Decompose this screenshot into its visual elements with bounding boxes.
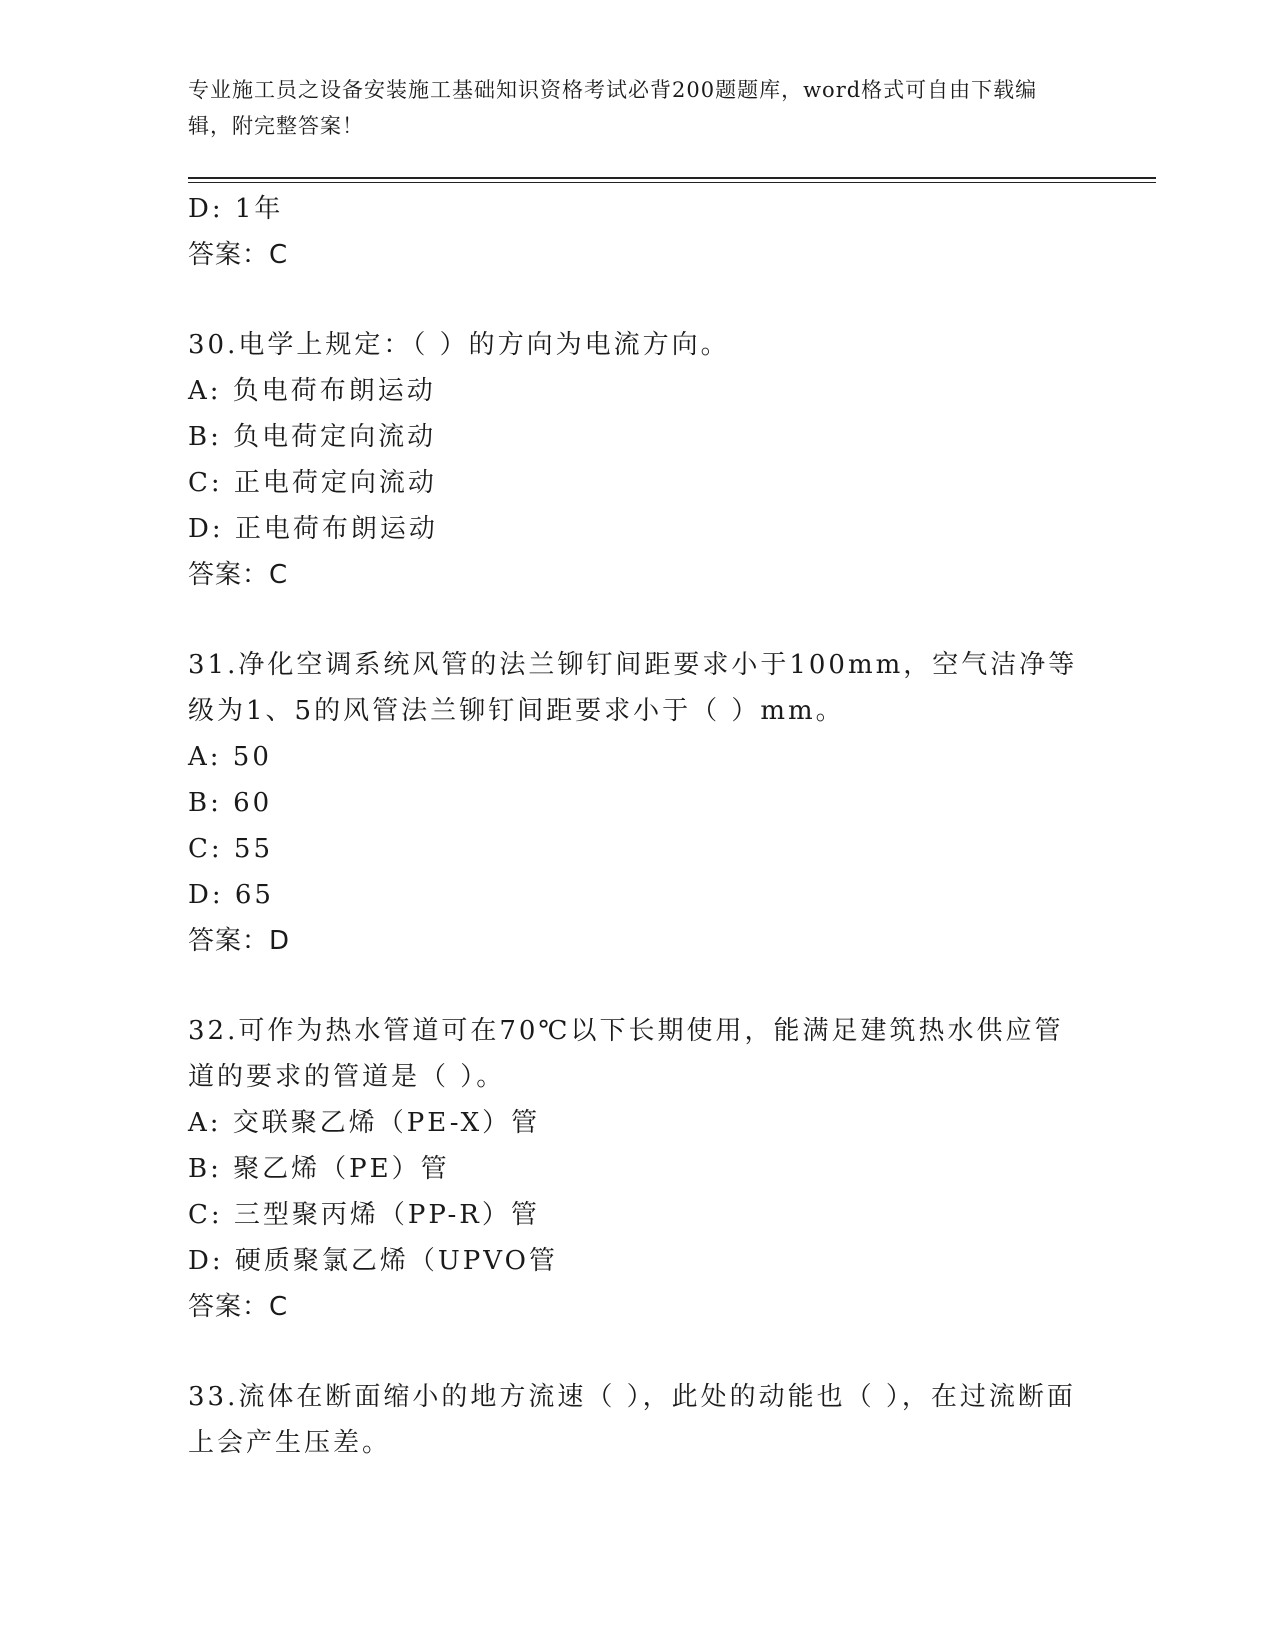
question-text: 31.净化空调系统风管的法兰铆钉间距要求小于100mm，空气洁净等级为1、5的风管法兰铆钉间距要求小于（ ）mm。 (188, 650, 1078, 726)
option-c: C: 三型聚丙烯（PP-R）管 (188, 1200, 540, 1230)
header-rule-thin (188, 182, 1156, 183)
option-a: A: 负电荷布朗运动 (188, 376, 436, 406)
option-d: D: 1年 (188, 194, 284, 224)
question-text: 30.电学上规定：（ ）的方向为电流方向。 (188, 330, 730, 360)
question-text: 33.流体在断面缩小的地方流速（ ），此处的动能也（ ），在过流断面上会产生压差。 (188, 1382, 1076, 1458)
option-b: B: 聚乙烯（PE）管 (188, 1154, 450, 1184)
option-d: D: 硬质聚氯乙烯（UPVO管 (188, 1246, 558, 1276)
option-a: A: 交联聚乙烯（PE-X）管 (188, 1108, 541, 1138)
question-block (188, 186, 1088, 278)
option-a: A: 50 (188, 742, 272, 772)
option-c: C: 正电荷定向流动 (188, 468, 437, 498)
option-b: B: 60 (188, 788, 273, 818)
answer-line: 答案：D (188, 926, 291, 956)
answer-line: 答案：C (188, 560, 289, 590)
question-block (188, 1008, 1088, 1330)
question-text: 32.可作为热水管道可在70℃以下长期使用，能满足建筑热水供应管道的要求的管道是（ ）。 (188, 1016, 1064, 1092)
option-b: B: 负电荷定向流动 (188, 422, 437, 452)
answer-line: 答案：C (188, 240, 289, 270)
question-block (188, 642, 1088, 964)
question-list (188, 186, 1088, 1466)
option-d: D: 正电荷布朗运动 (188, 514, 438, 544)
question-block (188, 322, 1088, 598)
question-block (188, 1374, 1088, 1466)
document-header: 专业施工员之设备安装施工基础知识资格考试必背200题题库，word格式可自由下载编辑，附完整答案！ (188, 78, 1038, 138)
answer-line: 答案：C (188, 1292, 289, 1322)
header-rule-thick (188, 177, 1156, 179)
option-c: C: 55 (188, 834, 274, 864)
option-d: D: 65 (188, 880, 274, 910)
